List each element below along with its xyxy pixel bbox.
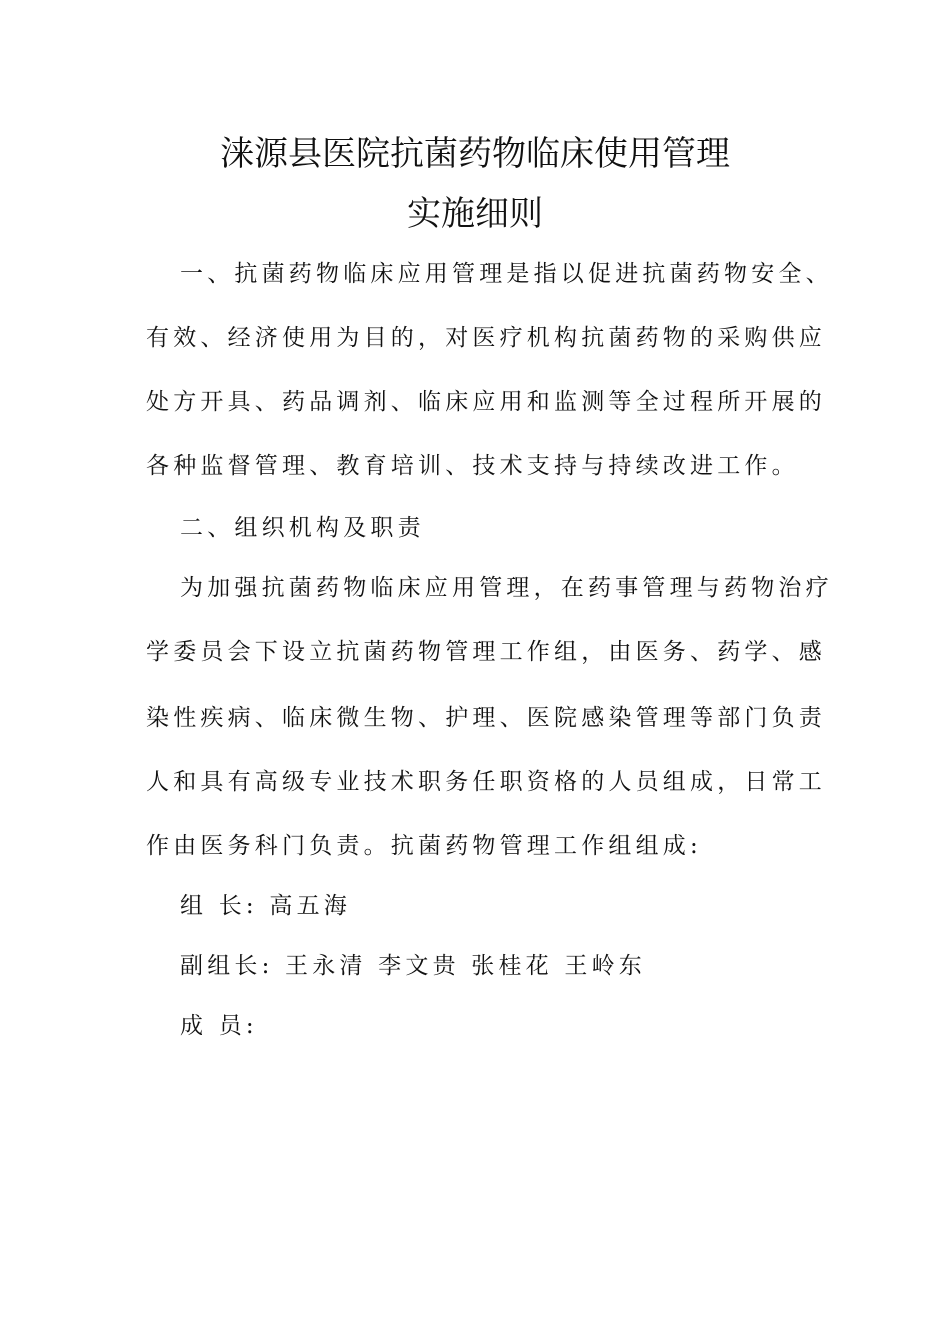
section-heading-organization: 二、组织机构及职责 — [180, 515, 425, 541]
document-title-line-1: 涞源县医院抗菌药物临床使用管理 — [220, 134, 730, 174]
document-title-line-2: 实施细则 — [407, 194, 543, 234]
paragraph-2-line-1: 为加强抗菌药物临床应用管理，在药事管理与药物治疗 — [180, 575, 833, 601]
paragraph-1-line-4: 各种监督管理、教育培训、技术支持与持续改进工作。 — [146, 453, 799, 479]
paragraph-2-line-4: 人和具有高级专业技术职务任职资格的人员组成，日常工 — [146, 769, 826, 795]
paragraph-1-line-2: 有效、经济使用为目的，对医疗机构抗菌药物的采购供应 — [146, 325, 826, 351]
group-leader-line: 组 长: 高五海 — [180, 893, 351, 919]
members-line: 成 员: — [180, 1013, 258, 1039]
paragraph-2-line-2: 学委员会下设立抗菌药物管理工作组，由医务、药学、感 — [146, 639, 826, 665]
paragraph-1-line-3: 处方开具、药品调剂、临床应用和监测等全过程所开展的 — [146, 389, 826, 415]
paragraph-2-line-3: 染性疾病、临床微生物、护理、医院感染管理等部门负责 — [146, 705, 826, 731]
paragraph-1-line-1: 一、抗菌药物临床应用管理是指以促进抗菌药物安全、 — [180, 261, 833, 287]
deputy-leader-line: 副组长: 王永清 李文贵 张桂花 王岭东 — [180, 953, 646, 979]
paragraph-2-line-5: 作由医务科门负责。抗菌药物管理工作组组成: — [146, 833, 702, 859]
